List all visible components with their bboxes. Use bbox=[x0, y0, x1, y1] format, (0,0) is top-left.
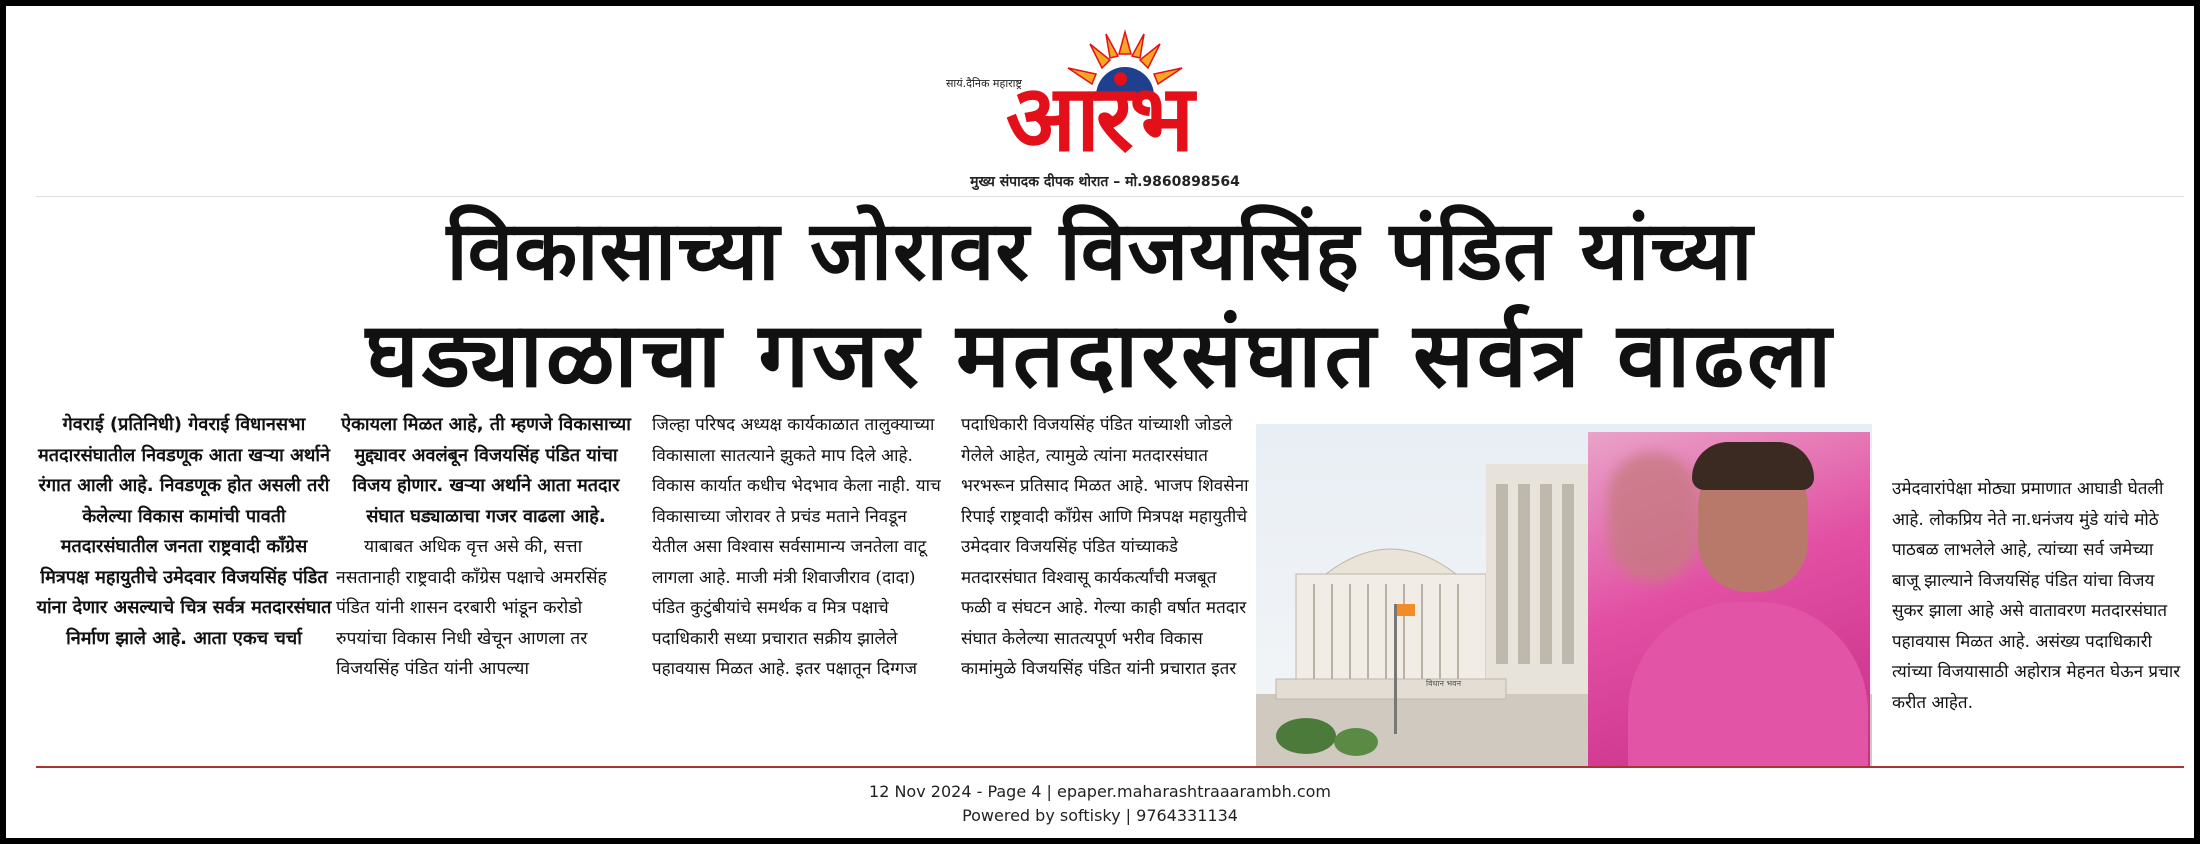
article-column-5 bbox=[1892, 474, 2182, 750]
building-sign: विधान भवन bbox=[1426, 679, 1462, 688]
footer-date-page: 12 Nov 2024 - Page 4 | epaper.maharashtraaarambh.com bbox=[869, 782, 1331, 801]
headline-line-1: विकासाच्या जोरावर विजयसिंह पंडित यांच्या bbox=[446, 204, 1754, 299]
article-column-2 bbox=[336, 410, 636, 750]
background-person bbox=[1608, 452, 1698, 582]
editor-contact: मुख्य संपादक दीपक थोरात – मो.9860898564 bbox=[970, 174, 1240, 190]
article-column-3 bbox=[652, 410, 942, 750]
candidate-torso bbox=[1628, 602, 1868, 766]
column-2-body: याबाबत अधिक वृत्त असे की, सत्ता नसतानाही राष्ट्रवादी कॉंग्रेस पक्षाचे अमरसिंह पंडित यांनी शासन दरबारी भांडून करोडो रुपयांचा विकास निधी खेचून आणला तर विजयसिंह पंडित यांनी आपल्या bbox=[336, 537, 607, 679]
article-column-4 bbox=[961, 410, 1251, 750]
candidate-photo bbox=[1256, 424, 1872, 766]
column-1-text: गेवराई (प्रतिनिधी) गेवराई विधानसभा मतदारसंघातील निवडणूक आता खऱ्या अर्थाने रंगात आली आहे. निवडणूक होत असली तरी केलेल्या विकास कामांची पावती मतदारसंघातील जनता राष्ट्रवादी कॉंग्रेस मित्रपक्ष महायुतीचे उमेदवार विजयसिंह पंडित यांना देणार असल्याचे चित्र सर्वत्र मतदारसंघात निर्माण झाले आहे. आता एकच चर्चा bbox=[36, 414, 332, 649]
headline-line-2: घड्याळाचा गजर मतदारसंघात सर्वत्र वाढला bbox=[365, 303, 1835, 408]
column-5-text: उमेदवारांपेक्षा मोठ्या प्रमाणात आघाडी घेतली आहे. लोकप्रिय नेते ना.धनंजय मुंडे यांचे मोठे पाठबळ लाभलेले आहे, त्यांच्या सर्व जमेच्या बाजू झाल्याने विजयसिंह पंडित यांचा विजय सुकर झाला आहे असे वातावरण मतदारसंघात पहावयास मिळत आहे. असंख्य पदाधिकारी त्यांच्या विजयासाठी अहोरात्र मेहनत घेऊन प्रचार करीत आहेत. bbox=[1892, 479, 2181, 713]
column-4-text: पदाधिकारी विजयसिंह पंडित यांच्याशी जोडले गेलेले आहेत, त्यामुळे त्यांना मतदारसंघात भरभरून प्रतिसाद मिळत आहे. भाजप शिवसेना रिपाई राष्ट्रवादी कॉंग्रेस आणि मित्रपक्ष महायुतीचे उमेदवार विजयसिंह पंडित यांच्याकडे मतदारसंघात विश्वासू कार्यकर्त्यांची मजबूत फळी व संघटन आहे. गेल्या काही वर्षात मतदार संघात केलेल्या सातत्यपूर्ण भरीव विकास कामांमुळे विजयसिंह पंडित यांनी प्रचारात इतर bbox=[961, 415, 1249, 679]
candidate-hair bbox=[1692, 442, 1814, 490]
masthead-tagline: सायं.दैनिक महाराष्ट्र bbox=[946, 77, 1022, 90]
column-3-text: जिल्हा परिषद अध्यक्ष कार्यकाळात तालुक्याच्या विकासाला सातत्याने झुकते माप दिले आहे. विकास कार्यात कधीच भेदभाव केला नाही. याच विकासाच्या जोरावर ते प्रचंड मताने निवडून येतील असा विश्वास सर्वसामान्य जनतेला वाटू लागला आहे. माजी मंत्री शिवाजीराव (दादा) पंडित कुटुंबीयांचे समर्थक व मित्र पक्षाचे पदाधिकारी सध्या प्रचारात सक्रीय झालेले पहावयास मिळत आहे. इतर पक्षातून दिग्गज bbox=[652, 415, 941, 679]
epaper-page bbox=[6, 6, 2194, 838]
newspaper-logo: आरंभ bbox=[1005, 65, 1191, 172]
divider-bottom bbox=[36, 766, 2184, 768]
article-column-1 bbox=[34, 410, 334, 750]
candidate-portrait bbox=[1588, 432, 1870, 766]
masthead bbox=[924, 18, 1286, 198]
column-2-lead: ऐकायला मिळत आहे, ती म्हणजे विकासाच्या मुद्द्यावर अवलंबून विजयसिंह पंडित यांचा विजय होणार. खऱ्या अर्थाने आता मतदार संघात घड्याळाचा गजर वाढला आहे. bbox=[341, 414, 631, 527]
divider-top bbox=[36, 196, 2184, 197]
footer-powered-by: Powered by softisky | 9764331134 bbox=[962, 806, 1238, 825]
